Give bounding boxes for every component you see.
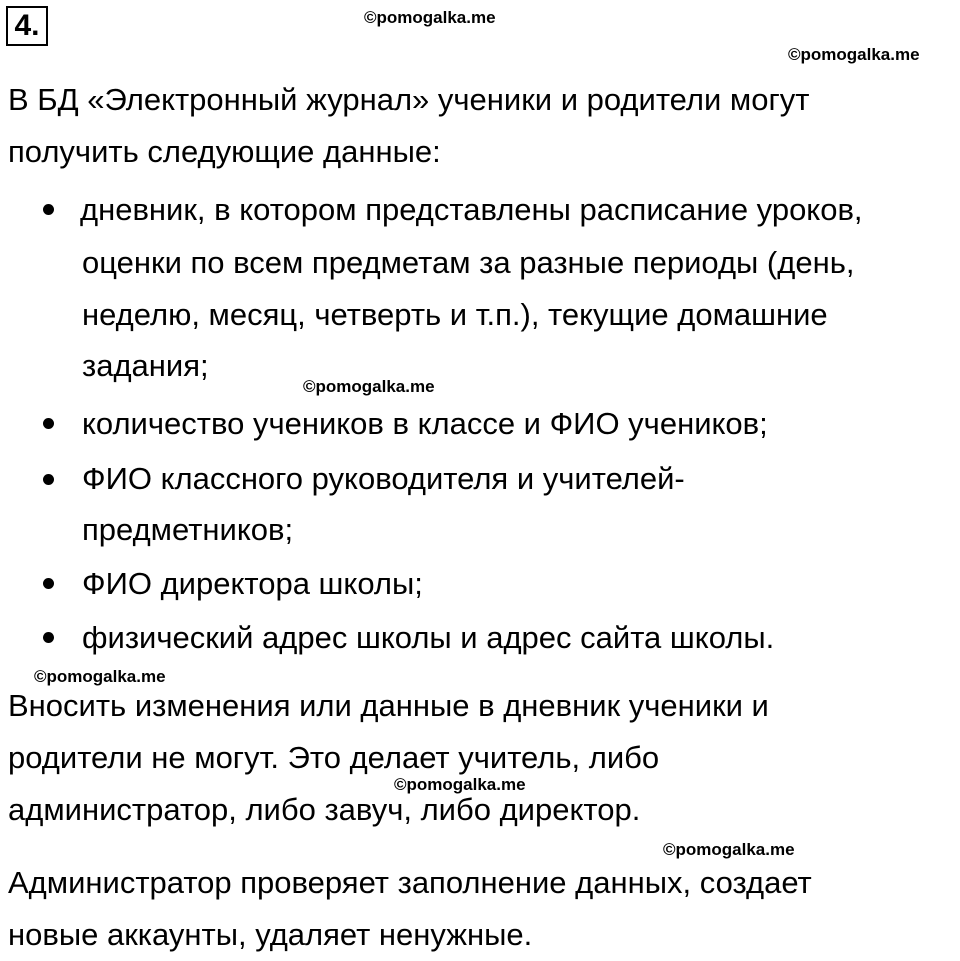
- list-item-line: физический адрес школы и адрес сайта школы.: [82, 620, 775, 655]
- task-number: 4.: [6, 6, 48, 46]
- paragraph-line: Вносить изменения или данные в дневник ученики и: [8, 688, 769, 723]
- paragraph-line: новые аккаунты, удаляет ненужные.: [8, 917, 533, 952]
- paragraph-line: администратор, либо завуч, либо директор.: [8, 792, 641, 827]
- bullet-icon: [43, 204, 54, 215]
- watermark: ©pomogalka.me: [788, 45, 920, 64]
- list-item-line: неделю, месяц, четверть и т.п.), текущие домашние: [82, 297, 828, 332]
- list-item-line: дневник, в котором представлены расписание уроков,: [80, 192, 863, 227]
- bullet-icon: [43, 418, 54, 429]
- watermark: ©pomogalka.me: [364, 8, 496, 27]
- list-item-line: ФИО директора школы;: [82, 566, 423, 601]
- list-item-line: количество учеников в классе и ФИО учеников;: [82, 406, 768, 441]
- intro-line: получить следующие данные:: [8, 134, 441, 169]
- paragraph-line: родители не могут. Это делает учитель, либо: [8, 740, 660, 775]
- bullet-icon: [43, 632, 54, 643]
- bullet-icon: [43, 578, 54, 589]
- watermark: ©pomogalka.me: [303, 377, 435, 396]
- list-item-line: оценки по всем предметам за разные периоды (день,: [82, 245, 855, 280]
- intro-line: В БД «Электронный журнал» ученики и родители могут: [8, 82, 810, 117]
- list-item-line: предметников;: [82, 512, 294, 547]
- paragraph-line: Администратор проверяет заполнение данных, создает: [8, 865, 812, 900]
- list-item-line: задания;: [82, 348, 209, 383]
- bullet-icon: [43, 474, 54, 485]
- watermark: ©pomogalka.me: [663, 840, 795, 859]
- watermark: ©pomogalka.me: [34, 667, 166, 686]
- list-item-line: ФИО классного руководителя и учителей-: [82, 461, 685, 496]
- watermark: ©pomogalka.me: [394, 775, 526, 794]
